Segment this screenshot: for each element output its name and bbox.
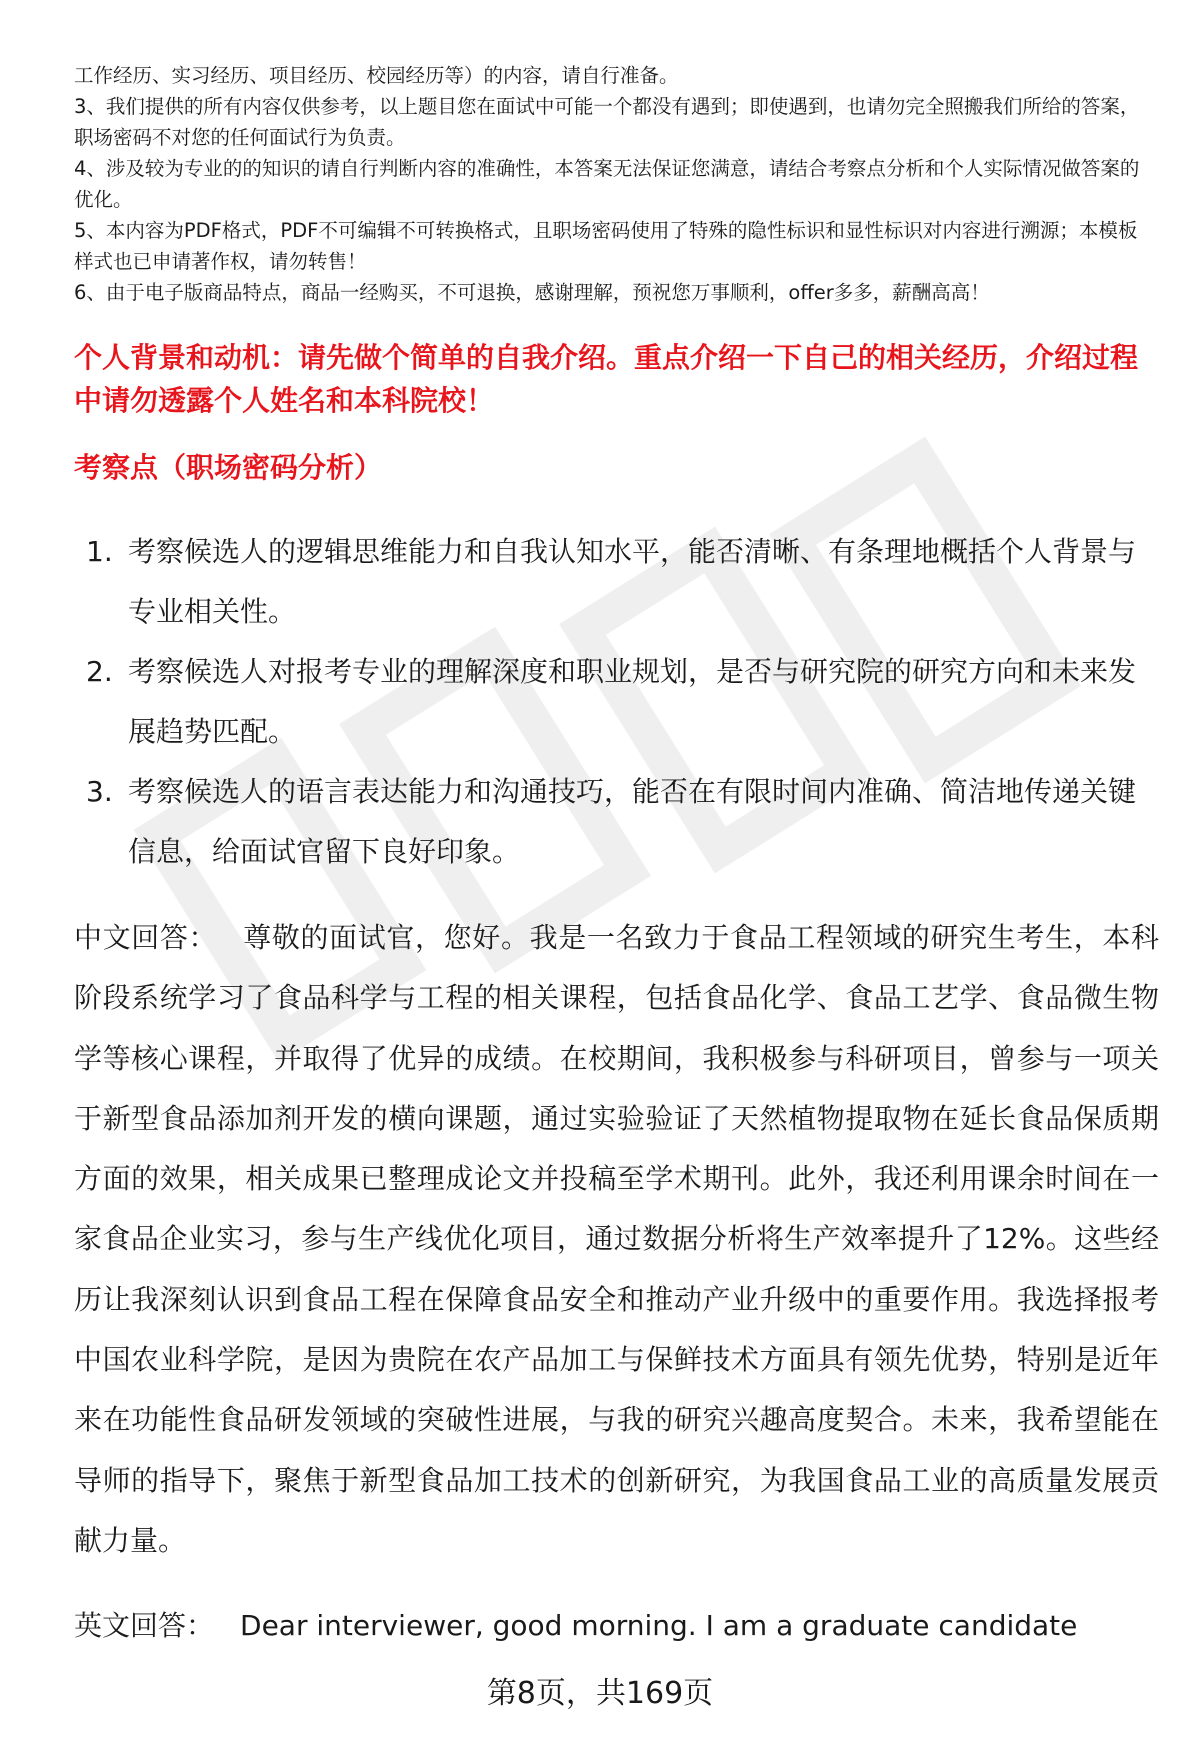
list-item: [74, 642, 1154, 762]
question-heading: 个人背景和动机：请先做个简单的自我介绍。重点介绍一下自己的相关经历，介绍过程中请勿透露个人姓名和本科院校！: [74, 341, 1139, 417]
english-answer-label: 英文回答：: [74, 1609, 215, 1642]
list-item-text: 考察候选人的逻辑思维能力和自我认知水平，能否清晰、有条理地概括个人背景与专业相关性。: [128, 535, 1137, 628]
note-line: 6、由于电子版商品特点，商品一经购买，不可退换，感谢理解，预祝您万事顺利，offer多多，薪酬高高！: [74, 281, 990, 304]
note-line: 4、涉及较为专业的的知识的请自行判断内容的准确性，本答案无法保证您满意，请结合考察点分析和个人实际情况做答案的优化。: [74, 157, 1140, 211]
chinese-answer: [74, 908, 1159, 1571]
english-answer-text: Dear interviewer, good morning. I am a graduate candidate: [240, 1609, 1078, 1642]
english-answer: [74, 1596, 1159, 1656]
chinese-answer-text: 尊敬的面试官，您好。我是一名致力于食品工程领域的研究生考生，本科阶段系统学习了食品科学与工程的相关课程，包括食品化学、食品工艺学、食品微生物学等核心课程，并取得了优异的成绩。在校期间，我积极参与科研项目，曾参与一项关于新型食品添加剂开发的横向课题，通过实验验证了天然植物提取物在延长食品保质期方面的效果，相关成果已整理成论文并投稿至学术期刊。此外，我还利用课余时间在一家食品企业实习，参与生产线优化项目，通过数据分析将生产效率提升了12%。这些经历让我深刻认识到食品工程在保障食品安全和推动产业升级中的重要作用。我选择报考中国农业科学院，是因为贵院在农产品加工与保鲜技术方面具有领先优势，特别是近年来在功能性食品研发领域的突破性进展，与我的研究兴趣高度契合。未来，我希望能在导师的指导下，聚焦于新型食品加工技术的创新研究，为我国食品工业的高质量发展贡献力量。: [74, 921, 1159, 1557]
chinese-answer-label: 中文回答：: [74, 921, 218, 954]
list-number: 2.: [86, 655, 113, 688]
list-item: [74, 762, 1154, 882]
list-item: [74, 522, 1154, 642]
assessment-points-list: [74, 522, 1154, 882]
list-number: 3.: [86, 775, 113, 808]
notes-block: [74, 60, 1154, 308]
section-title: 考察点（职场密码分析）: [74, 451, 383, 484]
list-item-text: 考察候选人的语言表达能力和沟通技巧，能否在有限时间内准确、简洁地传递关键信息，给面试官留下良好印象。: [128, 775, 1137, 868]
note-line: 5、本内容为PDF格式，PDF不可编辑不可转换格式，且职场密码使用了特殊的隐性标识和显性标识对内容进行溯源；本模板样式也已申请著作权，请勿转售！: [74, 219, 1138, 273]
list-number: 1.: [86, 535, 113, 568]
list-item-text: 考察候选人对报考专业的理解深度和职业规划，是否与研究院的研究方向和未来发展趋势匹配。: [128, 655, 1137, 748]
note-line: 工作经历、实习经历、项目经历、校园经历等）的内容，请自行准备。: [74, 64, 679, 87]
page-footer: 第8页，共169页: [486, 1676, 714, 1711]
note-line: 3、我们提供的所有内容仅供参考，以上题目您在面试中可能一个都没有遇到；即使遇到，也请勿完全照搬我们所给的答案，职场密码不对您的任何面试行为负责。: [74, 95, 1140, 149]
